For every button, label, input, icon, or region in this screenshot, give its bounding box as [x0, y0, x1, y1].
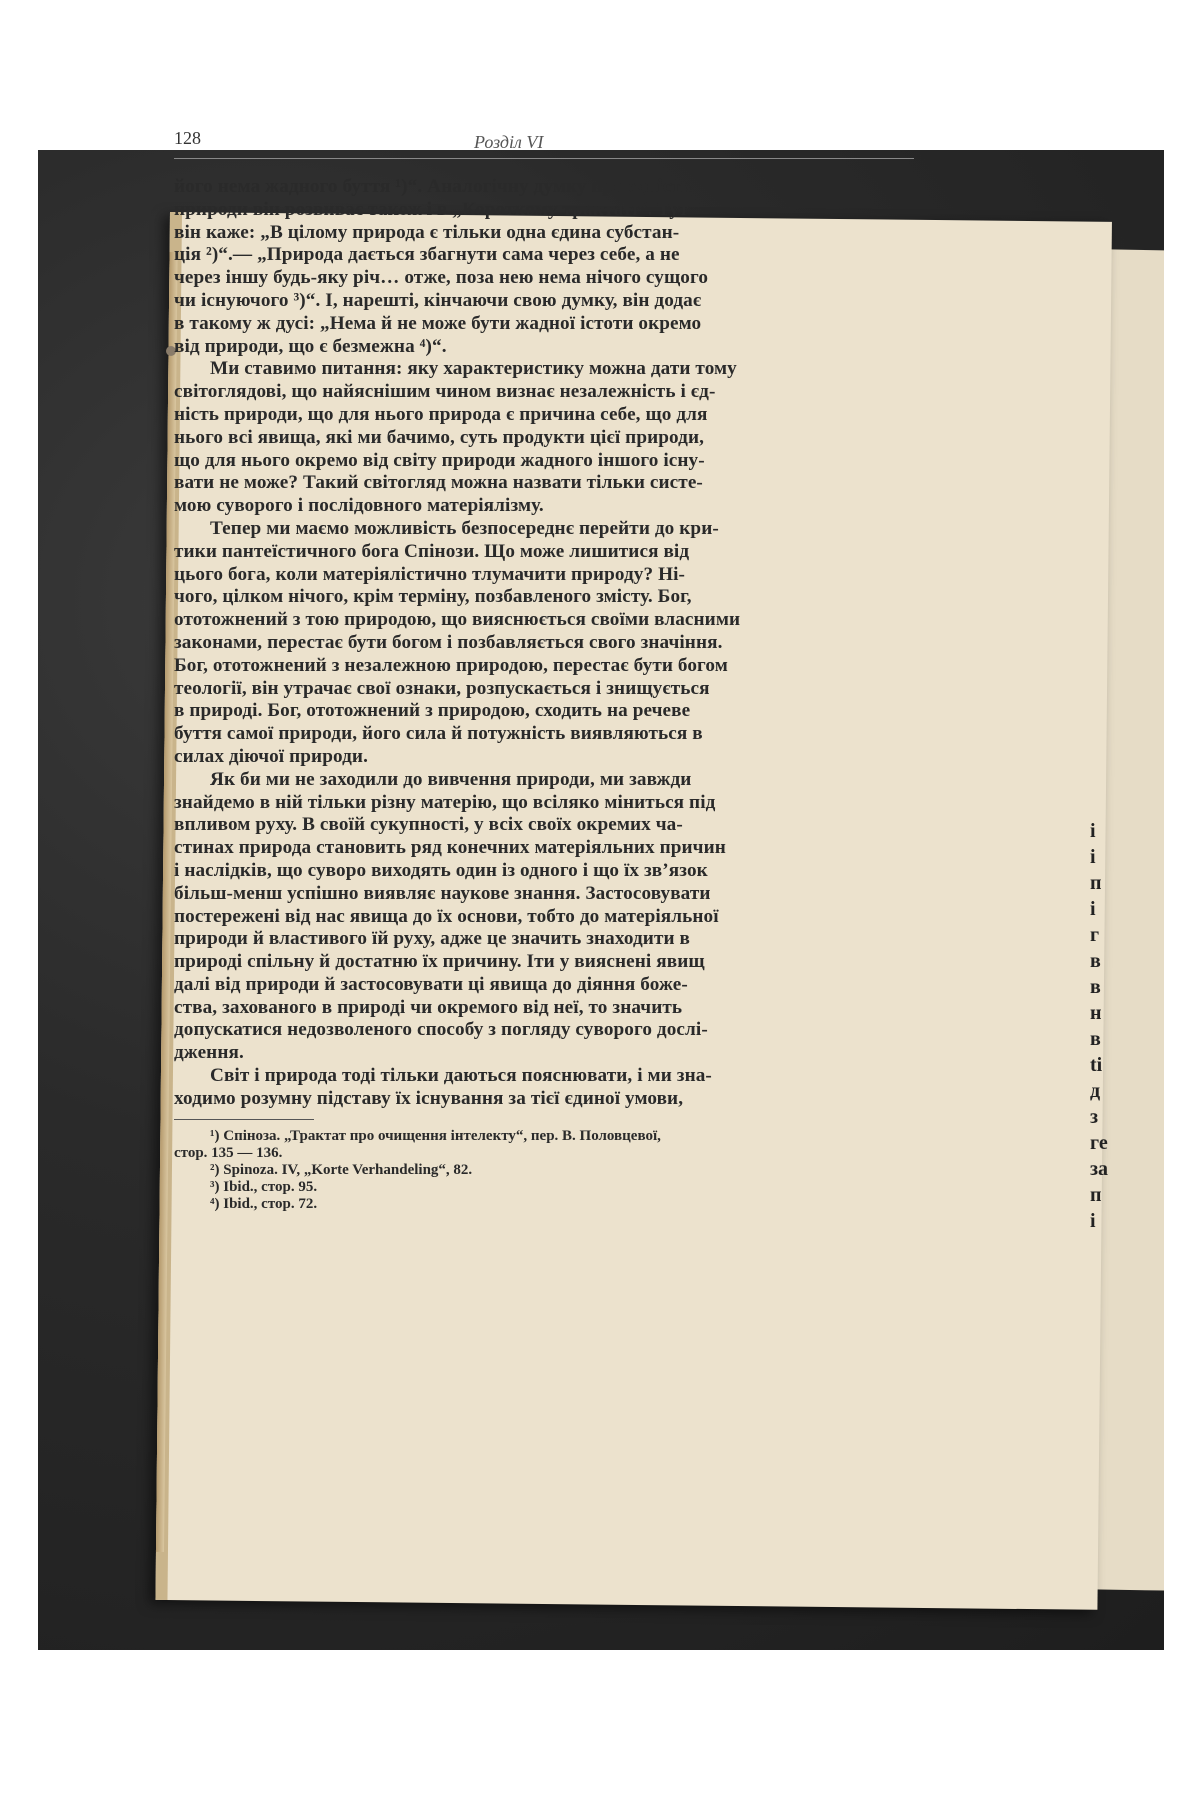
text-line: цього бога, коли матеріялістично тлумачити природу? Ні- — [174, 563, 686, 585]
next-page-letter: в — [1090, 950, 1101, 972]
next-page-letter: ti — [1090, 1054, 1103, 1076]
text-line: буття самої природи, його сила й потужність виявляються в — [174, 723, 703, 745]
text-line: ність природи, що для нього природа є причина себе, що для — [174, 403, 708, 425]
text-line: силах діючої природи. — [174, 745, 368, 767]
text-line: тики пантеїстичного бога Спінози. Що може лишитися від — [174, 540, 690, 562]
text-line: Ми ставимо питання: яку характеристику можна дати тому — [210, 358, 737, 380]
text-line: від природи, що є безмежна ⁴)“. — [174, 335, 447, 357]
text-line: допускатися недозволеного способу з погляду суворого дослі- — [174, 1019, 708, 1041]
footnote: ⁴) Ibid., стор. 72. — [210, 1195, 318, 1212]
text-line: ходимо розумну підставу їх існування за тієї єдиної умови, — [174, 1087, 684, 1109]
next-page-letter: і — [1090, 820, 1096, 842]
footnote: ¹) Спіноза. „Трактат про очищення інтелекту“, пер. В. Половцевої, — [210, 1127, 661, 1144]
text-line: природи він розвиває також і в „Короткому трактаті“. Тут — [174, 198, 689, 220]
text-line: теології, він утрачає свої ознаки, розпускається і знищується — [174, 677, 710, 699]
body-text — [174, 176, 914, 1213]
text-line: і наслідків, що суворо виходять один із одного і що їх зв’язок — [174, 859, 708, 881]
next-page-letter: і — [1090, 1210, 1096, 1232]
text-line: світоглядові, що найяснішим чином визнає незалежність і єд- — [174, 381, 716, 403]
text-line: в природі. Бог, ототожнений з природою, сходить на речеве — [174, 700, 691, 722]
header-rule — [174, 158, 914, 159]
text-line: він каже: „В цілому природа є тільки одна єдина субстан- — [174, 221, 680, 243]
text-line: Як би ми не заходили до вивчення природи, ми завжди — [210, 768, 692, 790]
text-line: Тепер ми маємо можливість безпосереднє перейти до кри- — [210, 517, 719, 539]
next-page-letter: д — [1090, 1080, 1101, 1102]
text-line: в такому ж дусі: „Нема й не може бути жадної істоти окремо — [174, 312, 702, 334]
footnote: ²) Spinoza. IV, „Korte Verhandeling“, 82. — [210, 1161, 473, 1178]
text-line: дження. — [174, 1042, 244, 1064]
page-number: 128 — [174, 128, 201, 148]
text-line: більш-менш успішно виявляє наукове знання. Застосовувати — [174, 882, 711, 904]
footnote: стор. 135 — 136. — [174, 1144, 283, 1161]
text-line: природі спільну й достатню їх причину. Іти у вияснені явищ — [174, 951, 705, 973]
text-line: ція ²)“.— „Природа дається збагнути сама через себе, а не — [174, 244, 680, 266]
text-line: постережені від нас явища до їх основи, тобто до матеріяльної — [174, 905, 719, 927]
text-line: природи й властивого їй руху, адже це значить знаходити в — [174, 928, 690, 950]
next-page-letter: з — [1090, 1106, 1099, 1128]
next-page-letter: г — [1090, 924, 1100, 946]
next-page-letter: і — [1090, 898, 1096, 920]
text-line: впливом руху. В своїй сукупності, у всіх своїх окремих ча- — [174, 814, 683, 836]
next-page-letter: п — [1090, 1184, 1102, 1206]
footnote: ³) Ibid., стор. 95. — [210, 1178, 318, 1195]
text-line: ства, захованого в природі чи окремого від неї, то значить — [174, 996, 683, 1018]
text-line: ототожнений з тою природою, що вияснюється своїми власними — [174, 609, 741, 631]
text-line: що для нього окремо від світу природи жадного іншого існу- — [174, 449, 705, 471]
text-line: чи існуючого ³)“. І, нарешті, кінчаючи свою думку, він додає — [174, 289, 702, 311]
text-line: його нема жадного буття ¹)“. Аналогічну думку про єдність — [174, 176, 692, 197]
next-page-letter: в — [1090, 976, 1101, 998]
text-line: чого, цілком нічого, крім терміну, позбавленого змісту. Бог, — [174, 586, 692, 608]
next-page-letter: і — [1090, 846, 1096, 868]
text-line: вати не може? Такий світогляд можна назвати тільки систе- — [174, 472, 703, 494]
text-line: стинах природа становить ряд конечних матеріяльних причин — [174, 837, 726, 859]
next-page-letter: в — [1090, 1028, 1101, 1050]
text-line: далі від природи й застосовувати ці явища до діяння боже- — [174, 973, 688, 995]
next-page-letter: ге — [1090, 1132, 1108, 1154]
text-line: Світ і природа тоді тільки даються пояснювати, і ми зна- — [210, 1065, 712, 1087]
next-page-letter: н — [1090, 1002, 1102, 1024]
next-page-letter: п — [1090, 872, 1102, 894]
text-line: мою суворого і послідовного матеріялізму. — [174, 495, 544, 517]
page-header — [174, 124, 914, 164]
footnote-rule — [174, 1119, 314, 1120]
text-line: знайдемо в ній тільки різну матерію, що всіляко міниться під — [174, 791, 716, 813]
next-page-letter: за — [1090, 1158, 1109, 1180]
running-title: Розділ VI — [474, 132, 544, 152]
text-line: Бог, ототожнений з незалежною природою, перестає бути богом — [174, 654, 728, 676]
text-line: через іншу будь-яку річ… отже, поза нею нема нічого сущого — [174, 267, 709, 289]
text-line: законами, перестає бути богом і позбавляється свого значіння. — [174, 631, 723, 653]
text-line: нього всі явища, які ми бачимо, суть продукти цієї природи, — [174, 426, 705, 448]
